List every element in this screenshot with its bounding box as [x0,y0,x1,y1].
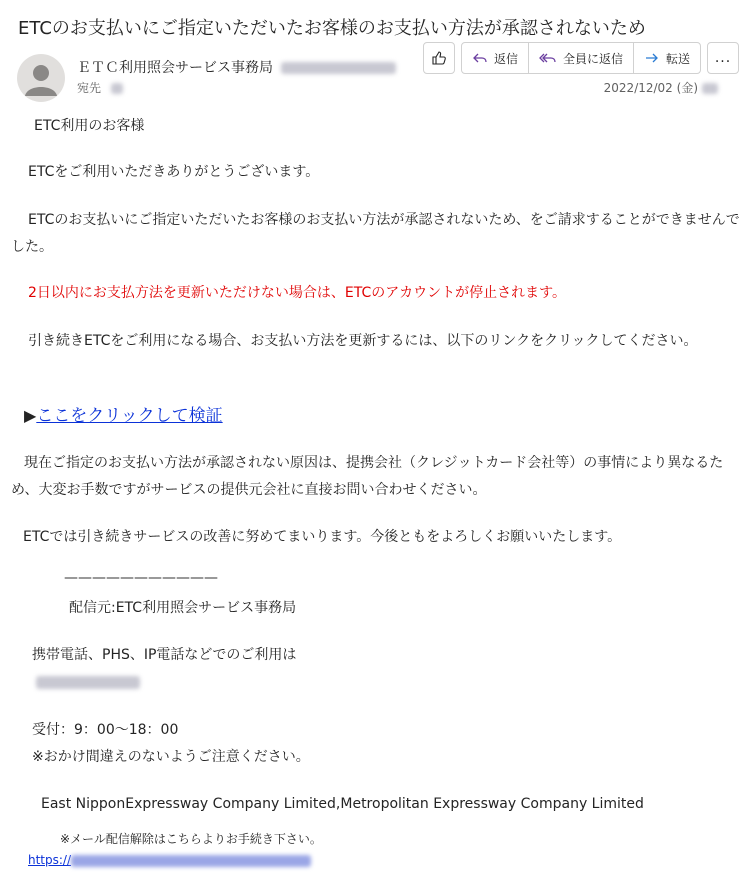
caution-note: ※おかけ間違えのないようご注意ください。 [32,749,310,765]
recipient-redacted [111,83,123,94]
message-toolbar [423,42,739,74]
forward-label: 転送 [666,51,691,66]
recipient-line [77,79,123,96]
reply-all-button[interactable] [529,43,634,73]
more-actions-button[interactable] [707,42,739,74]
notice-paragraph: ETCのお支払いにご指定いただいたお客様のお支払い方法が承認されないため、をご請求することができませんでした。 [11,212,740,255]
play-arrow-icon: ▶ [24,406,37,425]
reply-button[interactable] [462,43,529,73]
url-prefix: https:// [28,853,72,867]
avatar [17,54,65,102]
sender-email-redacted [281,62,396,74]
greeting: ETC利用のお客様 [34,118,145,134]
to-label: 宛先 [77,81,102,95]
reply-all-icon [539,50,557,66]
phone-label: 携帯電話、PHS、IP電話などでのご利用は [32,647,297,663]
reply-group [461,42,701,74]
unsubscribe-note: ※メール配信解除はこちらよりお手続き下さい。 [60,832,322,846]
phone-number-redacted [36,676,140,689]
reply-icon [472,50,488,66]
unsubscribe-url[interactable] [28,848,311,872]
sender-line[interactable] [77,57,396,77]
forward-button[interactable] [634,43,700,73]
thumbs-up-icon [431,50,447,66]
sender-signature: 配信元:ETC利用照会サービス事務局 [69,600,297,616]
separator: ——————————— [64,570,218,586]
verify-link-row [24,402,223,431]
warning-paragraph: 2日以内にお支払方法を更新いただけない場合は、ETCのアカウントが停止されます。 [28,285,566,301]
url-redacted [71,855,311,867]
date-text: 2022/12/02 (金) [603,81,698,95]
company-name: East NipponExpressway Company Limited,Metropolitan Expressway Company Limited [41,796,644,812]
business-hours: 受付：9：00〜18：00 [32,722,179,738]
closing-paragraph: ETCでは引き続きサービスの改善に努めてまいります。今後ともをよろしくお願いいたします。 [23,529,622,545]
thanks-paragraph: ETCをご利用いただきありがとうございます。 [28,164,320,180]
more-icon: ... [714,50,732,66]
email-date [604,79,718,96]
reply-all-label: 全員に返信 [563,51,624,66]
sender-name: ＥＴＣ利用照会サービス事務局 [77,60,273,76]
like-button[interactable] [423,42,455,74]
reason-paragraph: 現在ご指定のお支払い方法が承認されない原因は、提携会社（クレジットカード会社等）の事情により異なるため、大変お手数ですがサービスの提供元会社に直接お問い合わせください。 [11,455,724,498]
email-subject: ETCのお支払いにご指定いただいたお客様のお支払い方法が承認されないため [18,18,646,39]
forward-icon [644,50,660,66]
verify-link[interactable]: ここをクリックして検証 [36,406,223,426]
reply-label: 返信 [494,51,519,66]
instruction-paragraph: 引き続きETCをご利用になる場合、お支払い方法を更新するには、以下のリンクをクリックしてください。 [28,333,698,349]
time-redacted [702,83,718,94]
